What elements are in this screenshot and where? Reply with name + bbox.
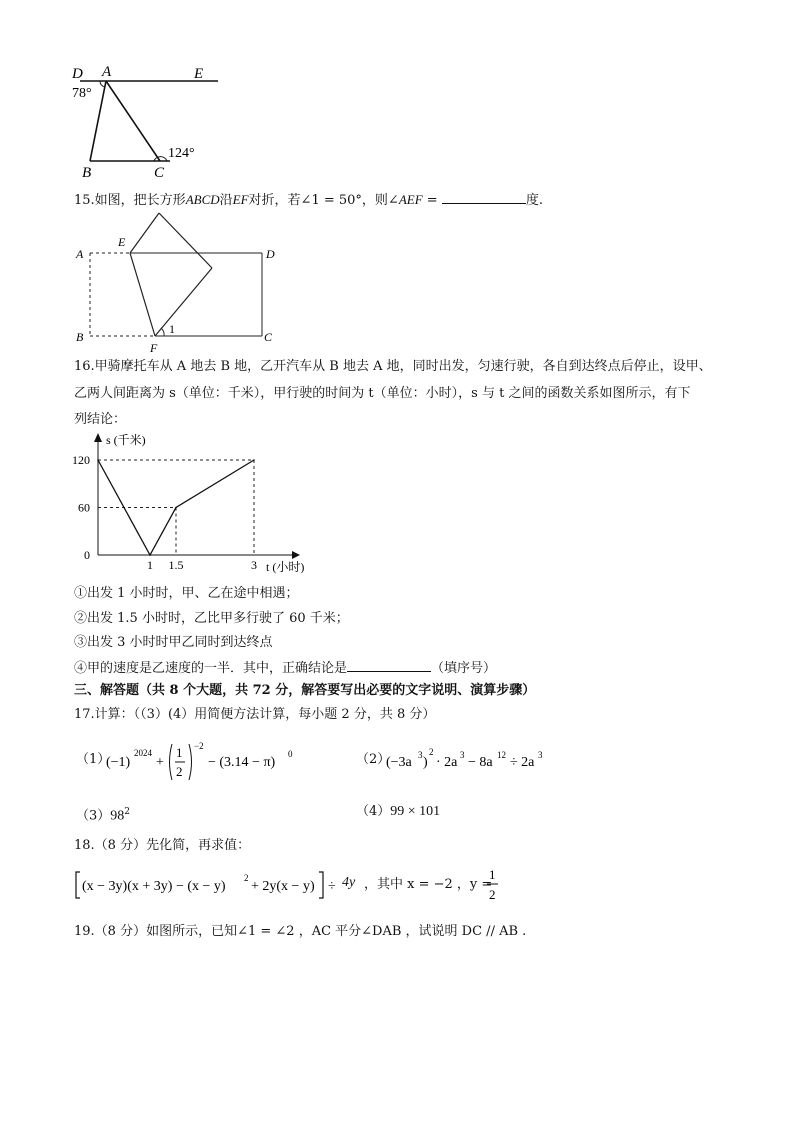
segment-ac xyxy=(106,81,160,161)
svg-text:1: 1 xyxy=(489,867,496,882)
svg-text:+: + xyxy=(156,755,164,770)
x-tick-label-1.5: 1.5 xyxy=(168,558,184,572)
svg-text:(−3a: (−3a xyxy=(386,755,412,770)
q19-text: 19.（8 分）如图所示，已知∠1 = ∠2 ，AC 平分∠DAB ，试说明 DC // AB . xyxy=(74,924,527,939)
q16-line2: 乙两人间距离为 s（单位：千米），甲行驶的时间为 t（单位：小时），s 与 t 之间的函数关系如图所示，有下 xyxy=(74,386,691,401)
q16-conclusion-2: ②出发 1.5 小时时，乙比甲多行驶了 60 千米； xyxy=(74,611,349,626)
svg-text:1: 1 xyxy=(176,745,183,760)
svg-text:2: 2 xyxy=(489,887,496,902)
q17-p4-expr: 99 × 101 xyxy=(390,804,441,819)
y-axis-label: s (千米) xyxy=(106,433,146,447)
data-point-1 xyxy=(149,554,151,556)
q15-rect: ABCD xyxy=(185,192,220,207)
svg-text:12: 12 xyxy=(497,750,506,760)
data-point-3 xyxy=(253,459,255,461)
svg-text:− (3.14 − π): − (3.14 − π) xyxy=(208,755,276,770)
label-a: A xyxy=(76,247,84,261)
label-b: B xyxy=(82,165,92,181)
label-c: C xyxy=(264,330,273,344)
q17-p3-exp: 2 xyxy=(124,807,131,817)
q17-p1-label: （1） xyxy=(76,752,111,767)
q17-title: 17.计算：（（3）(4）用简便方法计算，每小题 2 分，共 8 分） xyxy=(74,707,436,722)
q18-formula xyxy=(74,862,342,908)
folded-edge-1 xyxy=(130,213,159,253)
q17-p3-expr: 98 xyxy=(110,808,125,824)
data-point-2 xyxy=(175,507,177,509)
svg-text:− 8a: − 8a xyxy=(468,755,493,770)
label-d: D xyxy=(72,66,83,82)
figure-q15 xyxy=(70,208,290,356)
svg-text:2: 2 xyxy=(176,764,183,779)
svg-text:0: 0 xyxy=(288,749,293,759)
label-c: C xyxy=(154,165,165,181)
q15-mid1: 沿 xyxy=(219,193,233,208)
q15-fold: EF xyxy=(232,192,249,207)
figure-q14 xyxy=(68,60,228,185)
q16-c4-text: ④甲的速度是乙速度的一半．其中，正确结论是 xyxy=(74,661,348,676)
x-tick-label-3: 3 xyxy=(251,558,257,572)
q17-p4-label: （4） xyxy=(356,804,391,819)
segment-ab xyxy=(90,81,106,161)
x-axis-arrow xyxy=(292,551,300,559)
svg-text:3: 3 xyxy=(418,750,423,760)
svg-text:−2: −2 xyxy=(194,741,204,751)
q15-prefix: 15.如图，把长方形 xyxy=(74,193,186,208)
y-tick-label-120: 120 xyxy=(72,453,90,467)
answer-blank-16[interactable] xyxy=(347,657,431,672)
q17-p3-label: （3） xyxy=(76,808,111,824)
label-f: F xyxy=(150,341,158,355)
svg-text:(x − 3y)(x + 3y) − (x − y): (x − 3y)(x + 3y) − (x − y) xyxy=(82,879,226,894)
svg-text:2: 2 xyxy=(429,747,434,757)
data-point-0 xyxy=(97,459,99,461)
q16-c4-hint: （填序号） xyxy=(431,661,497,676)
q17-p2-label: （2） xyxy=(356,752,391,767)
q18-divisor: 4y xyxy=(342,875,356,890)
section-3-title: 三、解答题（共 8 个大题，共 72 分，解答要写出必要的文字说明、演算步骤） xyxy=(74,683,536,698)
svg-text:3: 3 xyxy=(538,750,543,760)
q16-line1: 16.甲骑摩托车从 A 地去 B 地，乙开汽车从 B 地去 A 地，同时出发，匀速行驶，各自到达终点后停止，设甲、 xyxy=(74,359,712,374)
y-tick-label-0: 0 xyxy=(84,548,90,562)
svg-text:): ) xyxy=(423,755,428,770)
svg-text:÷: ÷ xyxy=(328,879,336,894)
q17-p1-formula xyxy=(106,740,326,784)
label-d: D xyxy=(266,247,275,261)
q16-conclusion-1: ①出发 1 小时时，甲、乙在途中相遇； xyxy=(74,586,299,601)
label-1: 1 xyxy=(169,322,175,336)
svg-text:3: 3 xyxy=(460,750,465,760)
svg-text:2: 2 xyxy=(244,873,249,883)
y-tick-label-60: 60 xyxy=(78,500,90,515)
svg-text:+ 2y(x − y): + 2y(x − y) xyxy=(251,879,315,894)
angle-c-value: 124° xyxy=(168,146,195,161)
svg-text:(−1): (−1) xyxy=(106,755,131,770)
svg-text:2024: 2024 xyxy=(134,748,152,758)
q16-conclusion-4 xyxy=(74,657,496,679)
q18-title: 18.（8 分）先化简，再求值： xyxy=(74,838,251,853)
q17-p2-formula xyxy=(386,740,586,784)
y-axis-arrow xyxy=(94,433,102,442)
folded-edge-3 xyxy=(155,268,212,336)
q17-part-4 xyxy=(356,802,440,822)
svg-text:÷ 2a: ÷ 2a xyxy=(510,755,535,770)
answer-blank-15[interactable] xyxy=(442,189,526,204)
label-a: A xyxy=(102,64,112,80)
q15-mid2: 对折，若∠1 = 50°，则∠ xyxy=(248,193,399,208)
q15-mid3: = xyxy=(422,193,442,208)
q18-y-value xyxy=(484,864,504,904)
label-e: E xyxy=(118,235,126,249)
x-axis-label: t (小时) xyxy=(266,560,305,574)
angle-a-value: 78° xyxy=(72,86,92,101)
q15-suffix: 度. xyxy=(525,193,543,208)
q18-condition: ，其中 x = −2 ，y = xyxy=(364,877,493,892)
fold-line-ef xyxy=(130,253,155,336)
q17-part-3 xyxy=(76,802,130,826)
distance-time-chart xyxy=(70,430,310,580)
x-tick-label-1: 1 xyxy=(147,558,153,572)
label-b: B xyxy=(76,330,84,344)
q18-expression xyxy=(74,862,534,908)
label-e: E xyxy=(194,66,204,82)
q15-ask: AEF xyxy=(398,192,423,207)
q16-conclusion-3: ③出发 3 小时时甲乙同时到达终点 xyxy=(74,635,273,650)
q16-line3: 列结论： xyxy=(74,412,127,427)
folded-edge-2 xyxy=(159,213,212,268)
svg-text:· 2a: · 2a xyxy=(436,755,458,770)
